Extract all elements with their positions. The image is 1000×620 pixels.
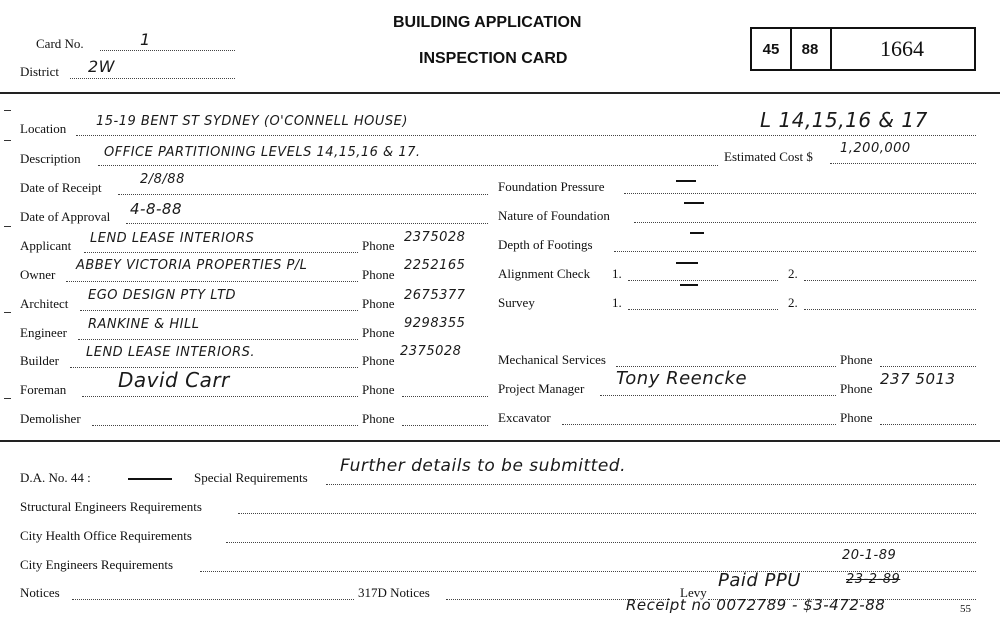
- excavator-phone-line: [880, 424, 976, 425]
- location-line: [76, 135, 976, 136]
- engineer-phone-label: Phone: [362, 325, 395, 340]
- card-box-number: 1664: [830, 27, 976, 71]
- alignment-num2: 2.: [788, 266, 798, 281]
- depth-footings-dash: [690, 232, 704, 234]
- special-requirements-line: [326, 484, 976, 485]
- foundation-pressure-dash: [676, 180, 696, 182]
- title-line2: INSPECTION CARD: [419, 50, 568, 67]
- project-manager-value: Tony Reencke: [616, 368, 748, 389]
- location-annotation: L 14,15,16 & 17: [760, 108, 928, 132]
- alignment-dash: [676, 262, 698, 264]
- health-label: City Health Office Requirements: [20, 528, 192, 543]
- special-requirements-value: Further details to be submitted.: [340, 456, 626, 476]
- page-number: 55: [960, 603, 971, 615]
- description-label: Description: [20, 151, 81, 166]
- alignment-line2: [804, 280, 976, 281]
- health-line: [226, 542, 976, 543]
- levy-label: Levy: [680, 585, 707, 600]
- builder-value: LEND LEASE INTERIORS.: [86, 345, 256, 360]
- project-manager-phone-value: 237 5013: [880, 370, 956, 388]
- architect-value: EGO DESIGN PTY LTD: [88, 288, 237, 303]
- survey-dash: [680, 284, 698, 286]
- foreman-line: [82, 396, 358, 397]
- date-receipt-value: 2/8/88: [140, 172, 185, 187]
- notices-317d-label: 317D Notices: [358, 585, 430, 600]
- structural-line: [238, 513, 976, 514]
- da-no-label: D.A. No. 44 :: [20, 470, 91, 485]
- nature-foundation-line: [634, 222, 976, 223]
- architect-phone-value: 2675377: [404, 288, 466, 303]
- levy-struck-date: 23-2-89: [846, 572, 901, 587]
- project-manager-line: [600, 395, 836, 396]
- card-box-b: 88: [790, 27, 832, 71]
- engineer-value: RANKINE & HILL: [88, 317, 200, 332]
- alignment-num1: 1.: [612, 266, 622, 281]
- architect-line: [80, 310, 358, 311]
- mechanical-phone-label: Phone: [840, 352, 873, 367]
- district-line: [70, 78, 235, 79]
- foundation-pressure-line: [624, 193, 976, 194]
- margin-tick: [4, 110, 11, 111]
- lower-divider: [0, 440, 1000, 442]
- card-no-value: 1: [140, 30, 151, 49]
- mechanical-services-label: Mechanical Services: [498, 352, 606, 367]
- survey-line1: [628, 309, 778, 310]
- survey-line2: [804, 309, 976, 310]
- location-value: 15-19 BENT ST SYDNEY (O'CONNELL HOUSE): [96, 114, 408, 129]
- description-line: [98, 165, 718, 166]
- estimated-cost-label: Estimated Cost $: [724, 149, 813, 164]
- owner-phone-value: 2252165: [404, 258, 466, 273]
- city-engineers-label: City Engineers Requirements: [20, 557, 174, 572]
- foreman-phone-line: [402, 396, 488, 397]
- notices-line: [72, 599, 354, 600]
- demolisher-label: Demolisher: [20, 411, 81, 426]
- mechanical-phone-line: [880, 366, 976, 367]
- demolisher-line: [92, 425, 358, 426]
- architect-phone-label: Phone: [362, 296, 395, 311]
- demolisher-phone-line: [402, 425, 488, 426]
- foreman-phone-label: Phone: [362, 382, 395, 397]
- owner-value: ABBEY VICTORIA PROPERTIES P/L: [76, 258, 308, 273]
- date-approval-label: Date of Approval: [20, 209, 111, 224]
- notices-label: Notices: [20, 585, 60, 600]
- owner-phone-label: Phone: [362, 267, 395, 282]
- foreman-value: David Carr: [118, 368, 230, 392]
- estimated-cost-value: 1,200,000: [840, 141, 911, 156]
- alignment-line1: [628, 280, 778, 281]
- date-receipt-label: Date of Receipt: [20, 180, 102, 195]
- da-no-dash: [128, 478, 172, 480]
- builder-label: Builder: [20, 353, 59, 368]
- applicant-label: Applicant: [20, 238, 72, 253]
- owner-line: [66, 281, 358, 282]
- margin-tick: [4, 312, 11, 313]
- applicant-value: LEND LEASE INTERIORS: [90, 231, 255, 246]
- foreman-label: Foreman: [20, 382, 67, 397]
- margin-tick: [4, 398, 11, 399]
- levy-value: Paid PPU: [718, 570, 801, 591]
- engineer-line: [78, 339, 358, 340]
- margin-tick: [4, 140, 11, 141]
- excavator-line: [562, 424, 836, 425]
- project-manager-label: Project Manager: [498, 381, 585, 396]
- builder-phone-value: 2375028: [400, 344, 462, 359]
- cost-line: [830, 163, 976, 164]
- city-engineers-note: 20-1-89: [842, 548, 897, 563]
- district-value: 2W: [88, 57, 115, 76]
- foundation-pressure-label: Foundation Pressure: [498, 179, 605, 194]
- depth-footings-line: [614, 251, 976, 252]
- engineer-phone-value: 9298355: [404, 316, 466, 331]
- builder-phone-label: Phone: [362, 353, 395, 368]
- owner-label: Owner: [20, 267, 56, 282]
- card-box-a: 45: [750, 27, 792, 71]
- card-no-label: Card No.: [36, 36, 84, 51]
- margin-tick: [4, 226, 11, 227]
- special-requirements-label: Special Requirements: [194, 470, 308, 485]
- mechanical-services-line: [616, 366, 836, 367]
- header-divider: [0, 92, 1000, 94]
- alignment-check-label: Alignment Check: [498, 266, 591, 281]
- excavator-phone-label: Phone: [840, 410, 873, 425]
- project-manager-phone-label: Phone: [840, 381, 873, 396]
- applicant-phone-label: Phone: [362, 238, 395, 253]
- date-approval-line: [126, 223, 488, 224]
- depth-footings-label: Depth of Footings: [498, 237, 593, 252]
- title-line1: BUILDING APPLICATION: [393, 14, 582, 31]
- description-value: OFFICE PARTITIONING LEVELS 14,15,16 & 17.: [104, 145, 421, 160]
- receipt-note: Receipt no 0072789 - $3-472-88: [626, 596, 886, 614]
- location-label: Location: [20, 121, 67, 136]
- engineer-label: Engineer: [20, 325, 67, 340]
- structural-label: Structural Engineers Requirements: [20, 499, 202, 514]
- card-no-line: [100, 50, 235, 51]
- demolisher-phone-label: Phone: [362, 411, 395, 426]
- excavator-label: Excavator: [498, 410, 551, 425]
- survey-num1: 1.: [612, 295, 622, 310]
- survey-num2: 2.: [788, 295, 798, 310]
- date-receipt-line: [118, 194, 488, 195]
- applicant-phone-value: 2375028: [404, 230, 466, 245]
- survey-label: Survey: [498, 295, 535, 310]
- applicant-line: [84, 252, 358, 253]
- nature-foundation-dash: [684, 202, 704, 204]
- date-approval-value: 4-8-88: [130, 200, 182, 218]
- nature-foundation-label: Nature of Foundation: [498, 208, 610, 223]
- district-label: District: [20, 64, 59, 79]
- architect-label: Architect: [20, 296, 69, 311]
